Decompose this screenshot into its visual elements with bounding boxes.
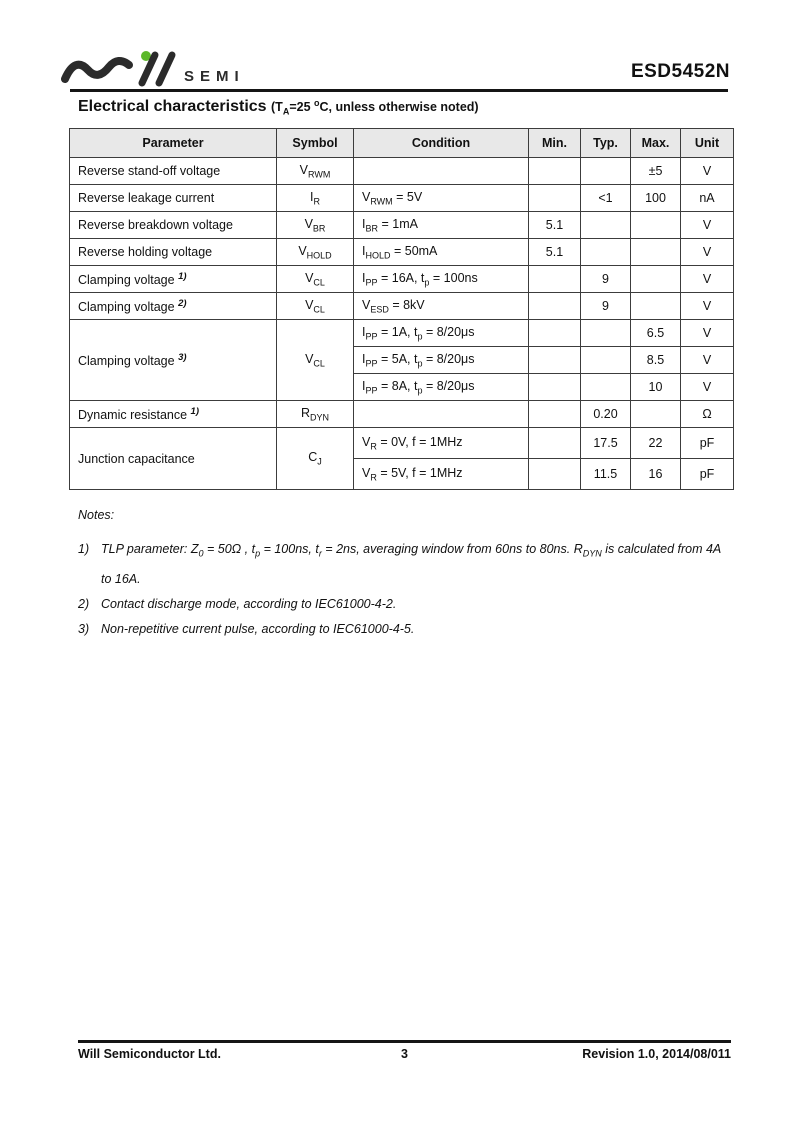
column-header: Min. bbox=[529, 129, 581, 158]
table-cell: Dynamic resistance $^{1)}$ bbox=[70, 401, 277, 428]
table-row bbox=[70, 212, 734, 239]
table-cell bbox=[529, 158, 581, 185]
table-cell: V bbox=[681, 212, 734, 239]
table-cell bbox=[529, 428, 581, 459]
header-rule bbox=[70, 89, 728, 92]
table-cell: $C_J$ bbox=[277, 428, 354, 490]
note-item bbox=[78, 617, 734, 642]
note-text: Contact discharge mode, according to IEC61000-4-2. bbox=[101, 596, 397, 611]
column-header: Typ. bbox=[581, 129, 631, 158]
table-cell bbox=[529, 347, 581, 374]
table-cell: $V_{CL}$ bbox=[277, 320, 354, 401]
table-row bbox=[70, 239, 734, 266]
table-cell: 17.5 bbox=[581, 428, 631, 459]
note-item bbox=[78, 537, 734, 592]
table-cell: Reverse breakdown voltage bbox=[70, 212, 277, 239]
table-cell bbox=[529, 459, 581, 490]
column-header: Max. bbox=[631, 129, 681, 158]
table-cell: Reverse stand-off voltage bbox=[70, 158, 277, 185]
table-cell: $V_{CL}$ bbox=[277, 266, 354, 293]
table-cell: $I_R$ bbox=[277, 185, 354, 212]
title-condition: ($T_A=25$ $^o$C, unless otherwise noted) bbox=[271, 98, 479, 117]
table-cell: Clamping voltage $^{3)}$ bbox=[70, 320, 277, 401]
table-cell bbox=[631, 239, 681, 266]
note-item bbox=[78, 592, 734, 617]
footer-company: Will Semiconductor Ltd. bbox=[78, 1047, 221, 1061]
table-cell: V bbox=[681, 239, 734, 266]
logo-semi-text: SEMI bbox=[184, 68, 245, 85]
page-title bbox=[78, 98, 479, 117]
table-cell: 8.5 bbox=[631, 347, 681, 374]
notes-label: Notes: bbox=[78, 508, 115, 522]
column-header: Symbol bbox=[277, 129, 354, 158]
table-cell: $V_{ESD} = 8kV$ bbox=[354, 293, 529, 320]
table-cell: $V_{RWM}$ bbox=[277, 158, 354, 185]
table-cell: $V_{BR}$ bbox=[277, 212, 354, 239]
table-cell: $V_{HOLD}$ bbox=[277, 239, 354, 266]
footer-page-number: 3 bbox=[401, 1047, 408, 1061]
table-row bbox=[70, 293, 734, 320]
table-cell: Ω bbox=[681, 401, 734, 428]
note-number: 3) bbox=[78, 621, 90, 636]
notes-section bbox=[78, 503, 734, 642]
table-cell: 22 bbox=[631, 428, 681, 459]
table-cell: $V_R = 0V$, f = 1MHz bbox=[354, 428, 529, 459]
table-cell bbox=[529, 401, 581, 428]
table-cell: $I_{PP} = 16A$, $t_p = 100ns$ bbox=[354, 266, 529, 293]
footer-rule bbox=[78, 1040, 731, 1043]
table-cell: nA bbox=[681, 185, 734, 212]
note-number: 1) bbox=[78, 542, 90, 556]
table-cell: $V_{CL}$ bbox=[277, 293, 354, 320]
table-cell: 11.5 bbox=[581, 459, 631, 490]
table-row bbox=[70, 266, 734, 293]
title-main: Electrical characteristics bbox=[78, 98, 272, 116]
table-cell bbox=[354, 158, 529, 185]
table-cell: V bbox=[681, 320, 734, 347]
note-text: Non-repetitive current pulse, according to IEC61000-4-5. bbox=[101, 621, 415, 636]
table-cell bbox=[631, 266, 681, 293]
table-cell bbox=[529, 185, 581, 212]
table-row bbox=[70, 428, 734, 459]
table-cell: Reverse holding voltage bbox=[70, 239, 277, 266]
table-cell: 0.20 bbox=[581, 401, 631, 428]
table-cell bbox=[529, 374, 581, 401]
table-row bbox=[70, 401, 734, 428]
table-cell: Reverse leakage current bbox=[70, 185, 277, 212]
table-cell: V bbox=[681, 158, 734, 185]
table-cell bbox=[529, 320, 581, 347]
table-row bbox=[70, 185, 734, 212]
table-cell: V bbox=[681, 266, 734, 293]
characteristics-table bbox=[69, 128, 734, 490]
table-cell: V bbox=[681, 293, 734, 320]
will-semi-logo bbox=[58, 48, 258, 88]
table-cell bbox=[581, 320, 631, 347]
table-cell: 5.1 bbox=[529, 212, 581, 239]
table-cell: $I_{BR} = 1mA$ bbox=[354, 212, 529, 239]
table-cell bbox=[581, 158, 631, 185]
table-cell: V bbox=[681, 347, 734, 374]
table-cell bbox=[581, 212, 631, 239]
table-cell: Clamping voltage $^{1)}$ bbox=[70, 266, 277, 293]
table-cell: $I_{PP} = 1A$, $t_p = 8/20\mu s$ bbox=[354, 320, 529, 347]
table-cell bbox=[631, 212, 681, 239]
table-cell: <1 bbox=[581, 185, 631, 212]
note-text: TLP parameter: $Z_0 = 50\Omega$ , $t_p = 100ns$, $t_r = 2ns$, averaging window from 60ns to 80ns. $R_{DYN}$ is calculated from 4A to 16A. bbox=[101, 542, 721, 586]
table-cell bbox=[529, 266, 581, 293]
table-cell: 9 bbox=[581, 266, 631, 293]
table-row bbox=[70, 158, 734, 185]
table-cell bbox=[631, 293, 681, 320]
table-cell: ±5 bbox=[631, 158, 681, 185]
table-cell: $V_{RWM} = 5V$ bbox=[354, 185, 529, 212]
part-number: ESD5452N bbox=[630, 61, 730, 82]
table-cell: $I_{PP} = 8A$, $t_p = 8/20\mu s$ bbox=[354, 374, 529, 401]
note-number: 2) bbox=[78, 596, 90, 611]
table-cell: 6.5 bbox=[631, 320, 681, 347]
logo-graphic bbox=[58, 48, 258, 88]
table-cell bbox=[581, 374, 631, 401]
footer-revision: Revision 1.0, 2014/08/011 bbox=[582, 1047, 731, 1061]
table-cell: $I_{HOLD} = 50mA$ bbox=[354, 239, 529, 266]
table-cell bbox=[354, 401, 529, 428]
table-header-row bbox=[70, 129, 734, 158]
table-cell: $V_R = 5V$, f = 1MHz bbox=[354, 459, 529, 490]
table-cell: $R_{DYN}$ bbox=[277, 401, 354, 428]
table-cell: 5.1 bbox=[529, 239, 581, 266]
table-cell bbox=[529, 293, 581, 320]
logo-wave-mark bbox=[65, 61, 129, 79]
table-cell bbox=[581, 347, 631, 374]
table-cell: 9 bbox=[581, 293, 631, 320]
table-cell bbox=[581, 239, 631, 266]
column-header: Unit bbox=[681, 129, 734, 158]
table-cell bbox=[631, 401, 681, 428]
table-cell: $I_{PP} = 5A$, $t_p = 8/20\mu s$ bbox=[354, 347, 529, 374]
table-cell: pF bbox=[681, 428, 734, 459]
table-cell: Clamping voltage $^{2)}$ bbox=[70, 293, 277, 320]
table-cell: V bbox=[681, 374, 734, 401]
table-row bbox=[70, 320, 734, 347]
table-cell: pF bbox=[681, 459, 734, 490]
column-header: Parameter bbox=[70, 129, 277, 158]
table-cell: 10 bbox=[631, 374, 681, 401]
table-cell: 16 bbox=[631, 459, 681, 490]
column-header: Condition bbox=[354, 129, 529, 158]
table-cell: 100 bbox=[631, 185, 681, 212]
table-cell: Junction capacitance bbox=[70, 428, 277, 490]
